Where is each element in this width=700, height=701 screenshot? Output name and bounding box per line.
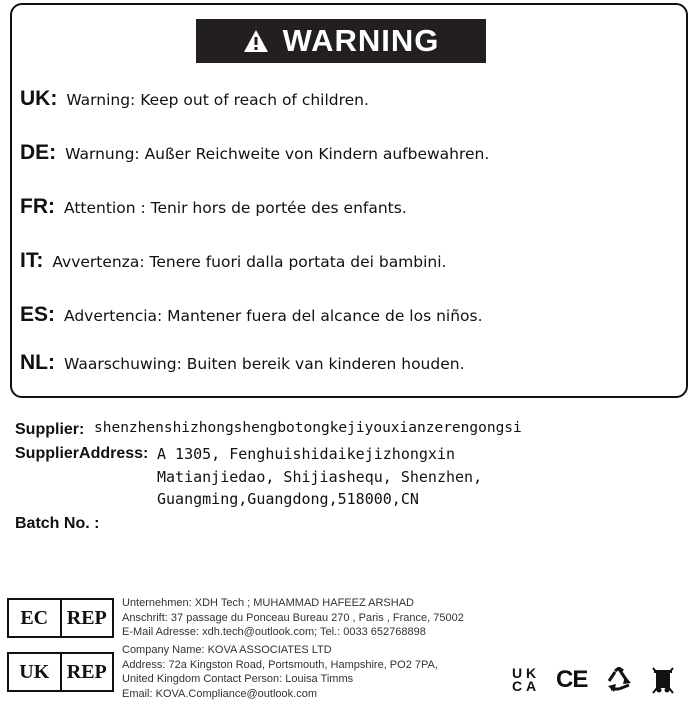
warning-banner: [196, 19, 486, 63]
weee-bin-icon: [651, 666, 675, 694]
warning-line-uk: [20, 87, 369, 111]
supplier-address-line: Guangming,Guangdong,518000,CN: [157, 490, 419, 508]
ukca-mark-icon: [510, 667, 538, 693]
supplier-address-line: A 1305, Fenghuishidaikejizhongxin: [157, 445, 455, 463]
supplier-name: shenzhenshizhongshengbotongkejiyouxianzerengongsi: [94, 420, 522, 436]
ukca-letter: K: [524, 667, 538, 680]
uk-rep-badge: [7, 652, 114, 692]
certification-marks: [510, 666, 675, 694]
ec-rep-line: Anschrift: 37 passage du Ponceau Bureau 270 , Paris , France, 75002: [122, 611, 464, 626]
lang-code: IT:: [20, 249, 43, 273]
ec-rep-line: E-Mail Adresse: xdh.tech@outlook.com; Tel.: 0033 652768898: [122, 625, 464, 640]
ec-rep-details: [122, 596, 464, 640]
warning-line-nl: [20, 351, 465, 375]
warning-line-it: [20, 249, 447, 273]
warning-title: WARNING: [283, 23, 440, 59]
uk-rep-line: Address: 72a Kingston Road, Portsmouth, Hampshire, PO2 7PA,: [122, 658, 438, 673]
lang-code: ES:: [20, 303, 55, 327]
ce-mark-icon: CE: [556, 666, 587, 694]
warning-triangle-icon: [243, 29, 269, 53]
lang-text: Avvertenza: Tenere fuori dalla portata dei bambini.: [52, 253, 446, 271]
ec-rep-badge-left: EC: [9, 600, 60, 636]
supplier-label: Supplier:: [15, 421, 84, 439]
ec-rep-badge: [7, 598, 114, 638]
recycle-icon: [605, 667, 633, 693]
uk-rep-line: Company Name: KOVA ASSOCIATES LTD: [122, 643, 438, 658]
supplier-address-label: SupplierAddress:: [15, 445, 148, 463]
lang-text: Advertencia: Mantener fuera del alcance de los niños.: [64, 307, 483, 325]
ec-rep-line: Unternehmen: XDH Tech ; MUHAMMAD HAFEEZ ARSHAD: [122, 596, 464, 611]
ukca-letter: C: [510, 680, 524, 693]
ec-rep-badge-right: REP: [60, 600, 113, 636]
warning-line-fr: [20, 195, 407, 219]
lang-text: Attention : Tenir hors de portée des enfants.: [64, 199, 407, 217]
lang-text: Waarschuwing: Buiten bereik van kinderen houden.: [64, 355, 465, 373]
batch-label: Batch No. :: [15, 515, 99, 533]
supplier-address-line: Matianjiedao, Shijiashequ, Shenzhen,: [157, 468, 482, 486]
lang-text: Warnung: Außer Reichweite von Kindern aufbewahren.: [65, 145, 489, 163]
uk-rep-badge-right: REP: [60, 654, 113, 690]
ukca-letter: A: [524, 680, 538, 693]
lang-code: NL:: [20, 351, 55, 375]
uk-rep-badge-left: UK: [9, 654, 60, 690]
ukca-letter: U: [510, 667, 524, 680]
uk-rep-details: [122, 643, 438, 701]
uk-rep-line: United Kingdom Contact Person: Louisa Timms: [122, 672, 438, 687]
lang-code: FR:: [20, 195, 55, 219]
lang-code: UK:: [20, 87, 57, 111]
lang-text: Warning: Keep out of reach of children.: [66, 91, 369, 109]
warning-line-de: [20, 141, 489, 165]
uk-rep-line: Email: KOVA.Compliance@outlook.com: [122, 687, 438, 701]
warning-line-es: [20, 303, 483, 327]
lang-code: DE:: [20, 141, 56, 165]
